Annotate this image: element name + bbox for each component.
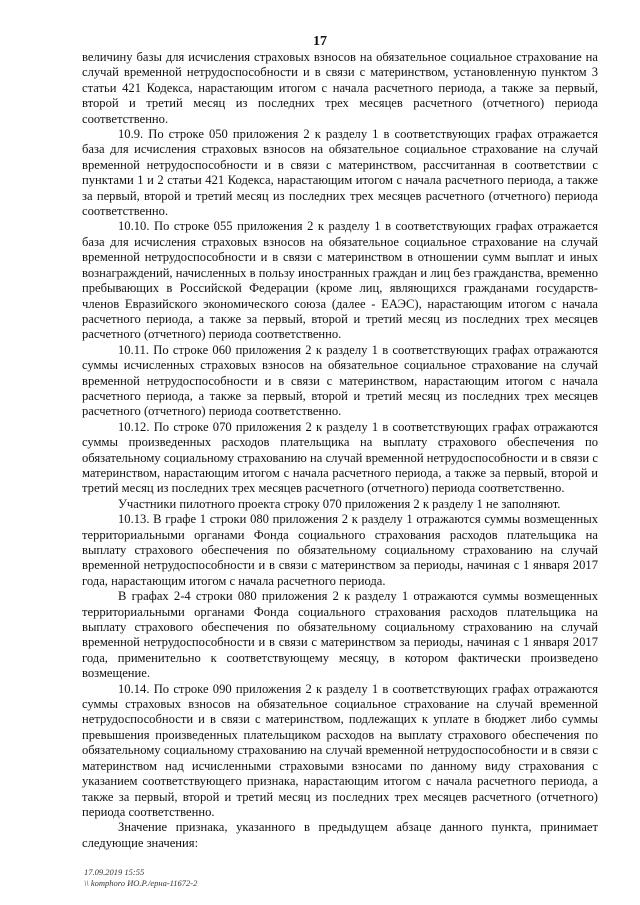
page-number: 17 (313, 34, 327, 49)
footer-file-path: \\ komphoro ИО.Р./ерна-11672-2 (84, 878, 198, 888)
paragraph-sign-values: Значение признака, указанного в предыдущем абзаце данного пункта, принимает следующие значения: (82, 820, 598, 850)
paragraph-continuation: величину базы для исчисления страховых взносов на обязательное социальное страхование на случай временной нетрудоспособности и в связи с материнством, установленную пунктом 3 статьи 421 Кодекса, нарастающим итогом с начала расчетного периода, а также за первый, второй и третий месяц из последних трех месяцев расчетного (отчетного) периода соответственно. (82, 50, 598, 126)
paragraph-pilot-note: Участники пилотного проекта строку 070 приложения 2 к разделу 1 не заполняют. (118, 496, 561, 511)
paragraph-10-12: 10.12. По строке 070 приложения 2 к разделу 1 в соответствующих графах отражаются суммы произведенных расходов плательщика на выплату страхового обеспечения по обязательному социальному страхованию на случай временной нетрудоспособности и в связи с материнством, нарастающим итогом с начала расчетного периода, а также за первый, второй и третий месяц из последних трех месяцев расчетного (отчетного) периода соответственно. (82, 419, 598, 496)
footer-timestamp: 17.09.2019 15:55 (84, 867, 145, 877)
page-footer (84, 867, 197, 889)
paragraph-columns-2-4: В графах 2-4 строки 080 приложения 2 к разделу 1 отражаются суммы возмещенных территориальными органами Фонда социального страхования расходов плательщика на выплату страхового обеспечения по обязательному социальному страхованию на случай временной нетрудоспособности и в связи с материнством за периоды, начиная с 1 января 2017 года, применительно к соответствующему месяцу, в котором фактически произведено возмещение. (82, 589, 598, 681)
document-body (82, 50, 598, 851)
paragraph-10-9: 10.9. По строке 050 приложения 2 к разделу 1 в соответствующих графах отражается база для исчисления страховых взносов на обязательное социальное страхование на случай временной нетрудоспособности и в связи с материнством, рассчитанная в соответствии с пунктами 1 и 2 статьи 421 Кодекса, нарастающим итогом с начала расчетного периода, а также за первый, второй и третий месяц из последних трех месяцев расчетного (отчетного) периода соответственно. (82, 127, 598, 219)
paragraph-10-13: 10.13. В графе 1 строки 080 приложения 2 к разделу 1 отражаются суммы возмещенных территориальными органами Фонда социального страхования расходов плательщика на выплату страхового обеспечения по обязательному социальному страхованию на случай временной нетрудоспособности и в связи с материнством за периоды, начиная с 1 января 2017 года, нарастающим итогом с начала расчетного периода. (82, 512, 598, 588)
paragraph-10-10: 10.10. По строке 055 приложения 2 к разделу 1 в соответствующих графах отражается база для исчисления страховых взносов на обязательное социальное страхование на случай временной нетрудоспособности и в связи с материнством в отношении сумм выплат и иных вознаграждений, начисленных в пользу иностранных граждан и лиц без гражданства, временно пребывающих в Российской Федерации (кроме лиц, являющихся гражданами государств-членов Евразийского экономического союза (далее - ЕАЭС), нарастающим итогом с начала расчетного периода, а также за первый, второй и третий месяц из последних трех месяцев расчетного (отчетного) периода соответственно. (82, 219, 598, 342)
paragraph-10-14: 10.14. По строке 090 приложения 2 к разделу 1 в соответствующих графах отражаются суммы страховых взносов на обязательное социальное страхование на случай временной нетрудоспособности и в связи с материнством, подлежащих к уплате в бюджет либо суммы превышения произведенных плательщиком расходов на выплату страхового обеспечения по обязательному социальному страхованию на случай временной нетрудоспособности и в связи с материнством над исчисленными страховыми взносами по данному виду страхования с указанием соответствующего признака, нарастающим итогом с начала расчетного периода, а также за первый, второй и третий месяц из последних трех месяцев расчетного (отчетного) периода соответственно. (82, 681, 598, 819)
paragraph-10-11: 10.11. По строке 060 приложения 2 к разделу 1 в соответствующих графах отражаются суммы исчисленных страховых взносов на обязательное социальное страхование на случай временной нетрудоспособности и в связи с материнством, нарастающим итогом с начала расчетного периода, а также за первый, второй и третий месяц из последних трех месяцев расчетного (отчетного) периода соответственно. (82, 342, 598, 419)
